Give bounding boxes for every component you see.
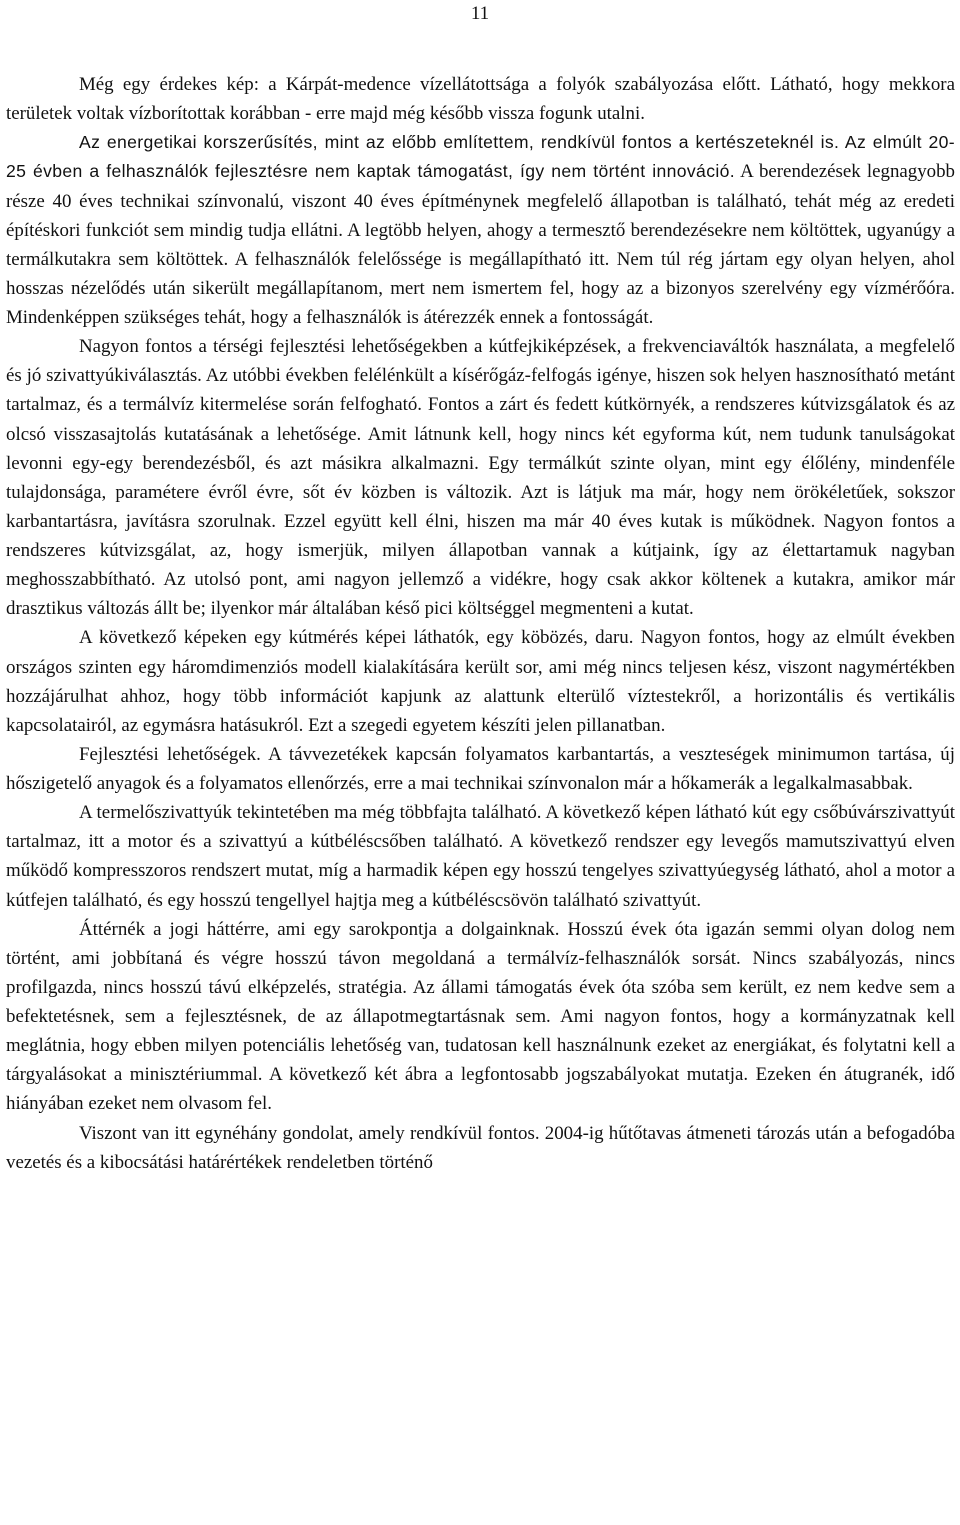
- paragraph-7: [6, 915, 955, 1119]
- paragraph-4: [6, 623, 955, 740]
- paragraph-3-text: Nagyon fontos a térségi fejlesztési lehetőségekben a kútfejkiképzések, a frekvenciaváltók használata, a megfelelő és jó szivattyúkiválasztás. Az utóbbi években felélénkült a kísérőgáz-felfogás igénye, hiszen sok helyen hasznosítható metánt tartalmaz, és a termálvíz kitermelése során felfogható. Fontos a zárt és fedett kútkörnyék, a rendszeres kútvizsgálatok és az olcsó visszasajtolás kutatásának a lehetősége. Amit látnunk kell, hogy nincs két egyforma kút, nem tudunk tanulságokat levonni egy-egy berendezésből, és azt másikra alkalmazni. Egy termálkút szinte olyan, mint egy élőlény, mindenféle tulajdonsága, paramétere évről évre, sőt év közben is változik. Azt is látjuk ma már, hogy nem örökéletűek, sokszor karbantartásra, javításra szorulnak. Ezzel együtt kell élni, hiszen ma már 40 éves kutak is működnek. Nagyon fontos a rendszeres kútvizsgálat, az, hogy ismerjük, milyen állapotban vannak a kútjaink, így az élettartamuk nagyban meghosszabbítható. Az utolsó pont, ami nagyon jellemző a vidékre, hogy csak akkor költenek a kutakra, amikor már drasztikus változás állt be; ilyenkor már általában késő pici költséggel megmenteni a kutat.: [6, 336, 955, 620]
- paragraph-6-text: A termelőszivattyúk tekintetében ma még többfajta található. A következő képen látható kút egy csőbúvárszivattyút tartalmaz, itt a motor és a szivattyú a kútbéléscsőben található. A következő rendszer egy levegős mamutszivattyú elven működő kompresszoros rendszert mutat, míg a harmadik képen egy hosszú tengelyes szivattyúegység látható, ahol a motor a kútfejen található, és egy hosszú tengellyel hajtja meg a kútbéléscsövön található szivattyút.: [6, 802, 955, 911]
- paragraph-8: [6, 1119, 955, 1177]
- paragraph-2-text-sans: Az energetikai korszerűsítés, mint az előbb említettem, rendkívül fontos a kertészeteknél is. Az elmúlt 20-25 évben a felhasználók fejlesztésre nem kaptak támogatást, így nem történt innováció.: [6, 132, 955, 182]
- body-text: [6, 70, 955, 1177]
- paragraph-1-text: Még egy érdekes kép: a Kárpát-medence vízellátottsága a folyók szabályozása előtt. Látható, hogy mekkora területek voltak vízborítottak korábban - erre majd még később vissza fogunk utalni.: [6, 74, 955, 125]
- page-number: 11: [470, 3, 490, 24]
- paragraph-6: [6, 798, 955, 915]
- paragraph-4-text: A következő képeken egy kútmérés képei láthatók, egy köbözés, daru. Nagyon fontos, hogy az elmúlt években országos szinten egy háromdimenziós modell kialakítására került sor, ami még nincs teljesen kész, viszont nagymértékben hozzájárulhat ahhoz, hogy több információt kapjunk az alattunk elterülő víztestekről, a horizontális és vertikális kapcsolatairól, az egymásra hatásukról. Ezt a szegedi egyetem készíti jelen pillanatban.: [6, 627, 955, 736]
- paragraph-2-text: A berendezések legnagyobb része 40 éves technikai színvonalú, viszont 40 éves építménynek megfelelő állapotban is található, tehát még az eredeti építéskori funkciót sem mindig tudja ellátni. A legtöbb helyen, ahogy a termesztő berendezésekre nem költöttek, ugyanúgy a termálkutakra sem költöttek. A felhasználók felelőssége is megállapítható itt. Nem túl rég jártam egy olyan helyen, ahol hosszas nézelődés után sikerült megállapítanom, mert nem ismertem fel, hogy az a bizonyos szerelvény egy vízmérőóra. Mindenképpen szükséges tehát, hogy a felhasználók is átérezzék ennek a fontosságát.: [6, 161, 956, 328]
- paragraph-3: [6, 332, 955, 623]
- paragraph-5: [6, 740, 955, 798]
- paragraph-7-text: Áttérnék a jogi háttérre, ami egy sarokpontja a dolgainknak. Hosszú évek óta igazán semmi olyan dolog nem történt, ami jobbítaná és végre hosszú távon megoldaná a termálvíz-felhasználók sorsát. Nincs szabályozás, nincs profilgazda, nincs hosszú távú elképzelés, stratégia. Az állami támogatás évek óta szóba sem került, ez nem kedve sem a befektetésnek, sem a fejlesztésnek, de az állapotmegtartásnak sem. Ami nagyon fontos, hogy a kormányzatnak kell meglátnia, hogy ebben milyen potenciális lehetőség van, tudatosan kell használnunk ezeket az energiákat, és folytatni kell a tárgyalásokat a minisztériummal. A következő két ábra a legfontosabb jogszabályokat mutatja. Ezeken én átugranék, idő hiányában ezeket nem olvasom fel.: [6, 918, 955, 1115]
- paragraph-1: [6, 70, 955, 128]
- paragraph-5-text: Fejlesztési lehetőségek. A távvezetékek kapcsán folyamatos karbantartás, a veszteségek minimumon tartása, új hőszigetelő anyagok és a folyamatos ellenőrzés, erre a mai technikai színvonalon már a hőkamerák a legalkalmasabbak.: [6, 743, 955, 794]
- paragraph-2: [6, 128, 955, 332]
- paragraph-8-text: Viszont van itt egynéhány gondolat, amely rendkívül fontos. 2004-ig hűtőtavas átmeneti tározás után a befogadóba vezetés és a kibocsátási határértékek rendeletben történő: [6, 1122, 955, 1173]
